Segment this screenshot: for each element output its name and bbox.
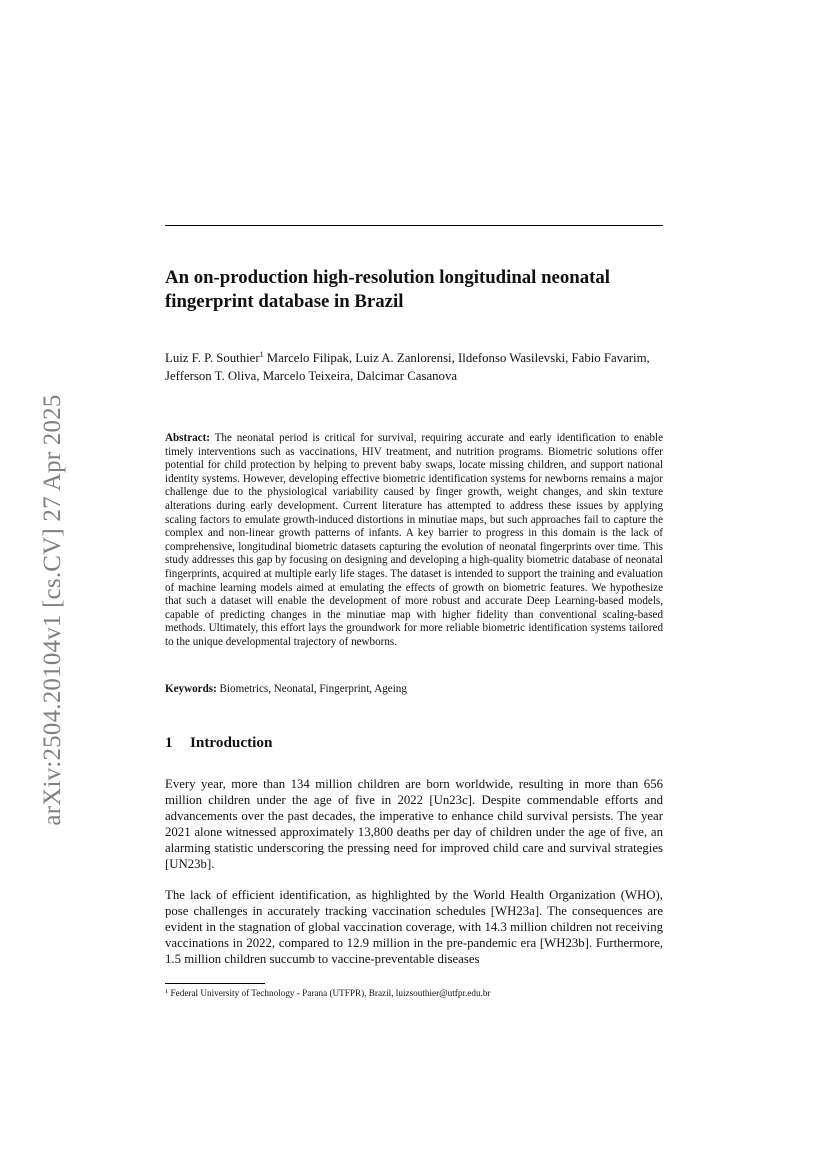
first-author: Luiz F. P. Southier: [165, 351, 260, 365]
other-authors: Marcelo Filipak, Luiz A. Zanlorensi, Ildefonso Wasilevski, Fabio Favarim, Jefferson T. Oliva, Marcelo Teixeira, Dalcimar Casanova: [165, 351, 650, 383]
keywords: [165, 682, 663, 696]
footnote: [165, 987, 663, 999]
author-list: [165, 349, 663, 385]
paper-title: An on-production high-resolution longitudinal neonatal fingerprint database in Brazil: [165, 267, 610, 312]
abstract: [165, 432, 663, 650]
title-top-rule: [165, 225, 663, 226]
abstract-label: Abstract:: [165, 432, 210, 444]
arxiv-stamp: arXiv:2504.20104v1 [cs.CV] 27 Apr 2025: [39, 394, 66, 826]
footnote-text: Federal University of Technology - Parana (UTFPR), Brazil, luizsouthier@utfpr.edu.br: [170, 988, 491, 998]
body-paragraph: Every year, more than 134 million children are born worldwide, resulting in more than 656 million children under the age of five in 2022 [Un23c]. Despite commendable efforts and advancements over the past decades, the imperative to enhance child survival persists. The year 2021 alone witnessed approximately 13,800 deaths per day of children under the age of five, an alarming statistic underscoring the pressing need for improved child care and survival strategies [UN23b].: [165, 777, 663, 872]
section-number: 1: [165, 734, 173, 751]
keywords-label: Keywords:: [165, 683, 217, 695]
keywords-text: Biometrics, Neonatal, Fingerprint, Ageing: [219, 683, 407, 695]
footnote-rule: [165, 983, 265, 984]
footnote-mark: 1: [165, 988, 169, 995]
author-footnote-mark[interactable]: 1: [259, 350, 264, 359]
section-heading: [165, 734, 272, 752]
body-paragraph: The lack of efficient identification, as highlighted by the World Health Organization (WHO), pose challenges in accurately tracking vaccination schedules [WH23a]. The consequences are evident in the stagnation of global vaccination coverage, with 14.3 million children not receiving vaccinations in 2022, compared to 12.9 million in the pre-pandemic era [WH23b]. Furthermore, 1.5 million children succumb to vaccine-preventable diseases: [165, 888, 663, 967]
abstract-text: The neonatal period is critical for survival, requiring accurate and early identification to enable timely interventions such as vaccinations, HIV treatment, and nutrition programs. Biometric solutions offer potential for child protection by helping to prevent baby swaps, locate missing children, and support national identity systems. However, developing effective biometric identification systems for newborns remains a major challenge due to the physiological variability caused by finger growth, weight changes, and skin texture alterations during early development. Current literature has attempted to address these issues by applying scaling factors to emulate growth-induced distortions in minutiae maps, but such approaches fail to capture the complex and non-linear growth patterns of infants. A key barrier to progress in this domain is the lack of comprehensive, longitudinal biometric datasets capturing the evolution of neonatal fingerprints over time. This study addresses this gap by focusing on designing and developing a high-quality biometric database of neonatal fingerprints, acquired at multiple early life stages. The dataset is intended to support the training and evaluation of machine learning models aimed at emulating the effects of growth on biometric features. We hypothesize that such a dataset will enable the development of more robust and accurate Deep Learning-based models, capable of predicting changes in the minutiae map with higher fidelity than conventional scaling-based methods. Ultimately, this effort lays the groundwork for more reliable biometric identification systems tailored to the unique developmental trajectory of newborns.: [165, 432, 663, 648]
section-title: Introduction: [190, 734, 273, 751]
